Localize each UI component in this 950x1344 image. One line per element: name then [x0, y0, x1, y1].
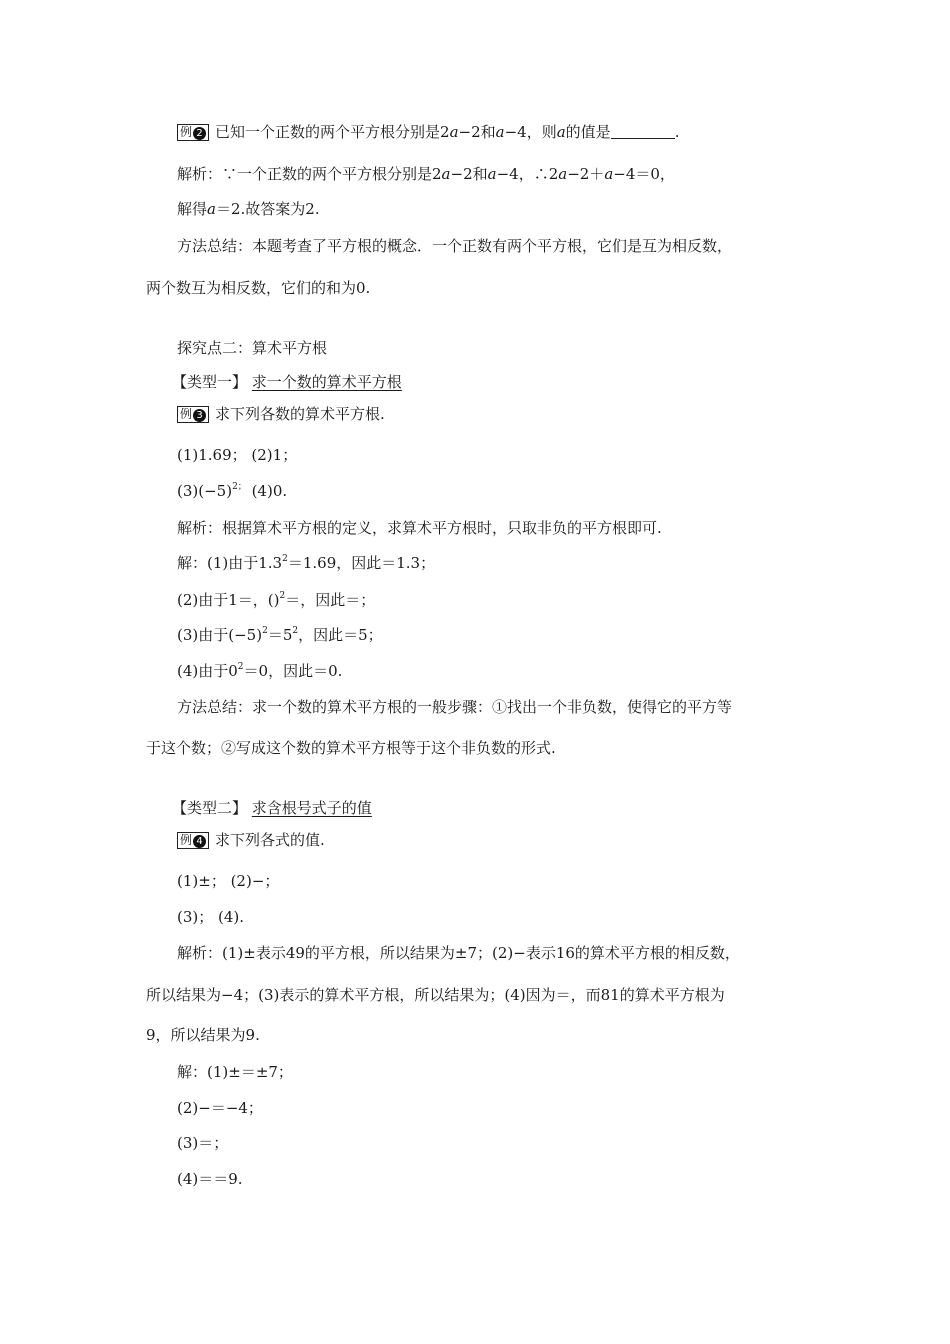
example-2-question: 例 2 已知一个正数的两个平方根分别是2a−2和a−4，则a的值是 . [177, 122, 679, 142]
example-4-analysis-line2: 所以结果为−4；(3)表示的算术平方根，所以结果为；(4)因为＝，而81的算术平方根为 [146, 986, 725, 1004]
example-2-summary-line2: 两个数互为相反数，它们的和为0. [146, 279, 371, 297]
example-3-solution-3: (3)由于$(-5)^2=5^2$，因此＝5； [177, 626, 383, 644]
example-4-analysis-line1: 解析：(1)±表示49的平方根，所以结果为±7；(2)−表示16的算术平方根的相反数， [177, 944, 740, 962]
example-2-analysis: 解析：∵一个正数的两个平方根分别是2a−2和a−4，∴2a−2＋a−4＝0， [177, 165, 675, 183]
example-4-question: 例 4 求下列各式的值. [177, 830, 325, 850]
section-title: 探究点二：算术平方根 [177, 339, 328, 357]
example-2-solution: 解得a＝2.故答案为2. [177, 200, 320, 218]
example-3-analysis: 解析：根据算术平方根的定义，求算术平方根时，只取非负的平方根即可. [177, 519, 662, 537]
answer-blank [611, 124, 675, 139]
example-4-solution-1: 解：(1)±＝±7； [177, 1063, 293, 1081]
example-3-items-1: (1)1.69； (2)1； [177, 446, 298, 464]
example-3-solution-4: (4)由于$0^2=0$，因此＝0. [177, 662, 343, 680]
example-3-summary-line2: 于这个数；②写成这个数的算术平方根等于这个非负数的形式. [146, 739, 556, 757]
example-4-solution-3: (3)＝； [177, 1134, 229, 1152]
example-3-items-2: $(3)(-5)^{2;}$ (4)0. [177, 482, 288, 500]
example-4-solution-4: (4)＝＝9. [177, 1170, 243, 1188]
example-3-solution-2: (2)由于1＝，()$^2$＝，因此＝； [177, 591, 376, 609]
example-4-analysis-line3: 9，所以结果为9. [146, 1026, 260, 1044]
example-4-solution-2: (2)−＝−4； [177, 1099, 263, 1117]
example-2-badge: 例 2 [177, 124, 209, 141]
type-one-heading: 【类型一】 求一个数的算术平方根 [172, 373, 402, 391]
example-3-badge: 例 3 [177, 406, 209, 423]
example-4-items-2: (3)； (4). [177, 908, 245, 926]
example-2-summary-line1: 方法总结：本题考查了平方根的概念．一个正数有两个平方根，它们是互为相反数， [177, 237, 733, 255]
example-4-items-1: (1)±； (2)−； [177, 872, 280, 890]
example-4-badge: 例 4 [177, 832, 209, 849]
example-3-question: 例 3 求下列各数的算术平方根. [177, 404, 385, 424]
example-3-summary-line1: 方法总结：求一个数的算术平方根的一般步骤：①找出一个非负数，使得它的平方等 [177, 698, 733, 716]
type-two-heading: 【类型二】 求含根号式子的值 [172, 799, 372, 817]
example-3-solution-1: 解：(1)由于$1.3^2=1.69$，因此＝1.3； [177, 554, 436, 572]
